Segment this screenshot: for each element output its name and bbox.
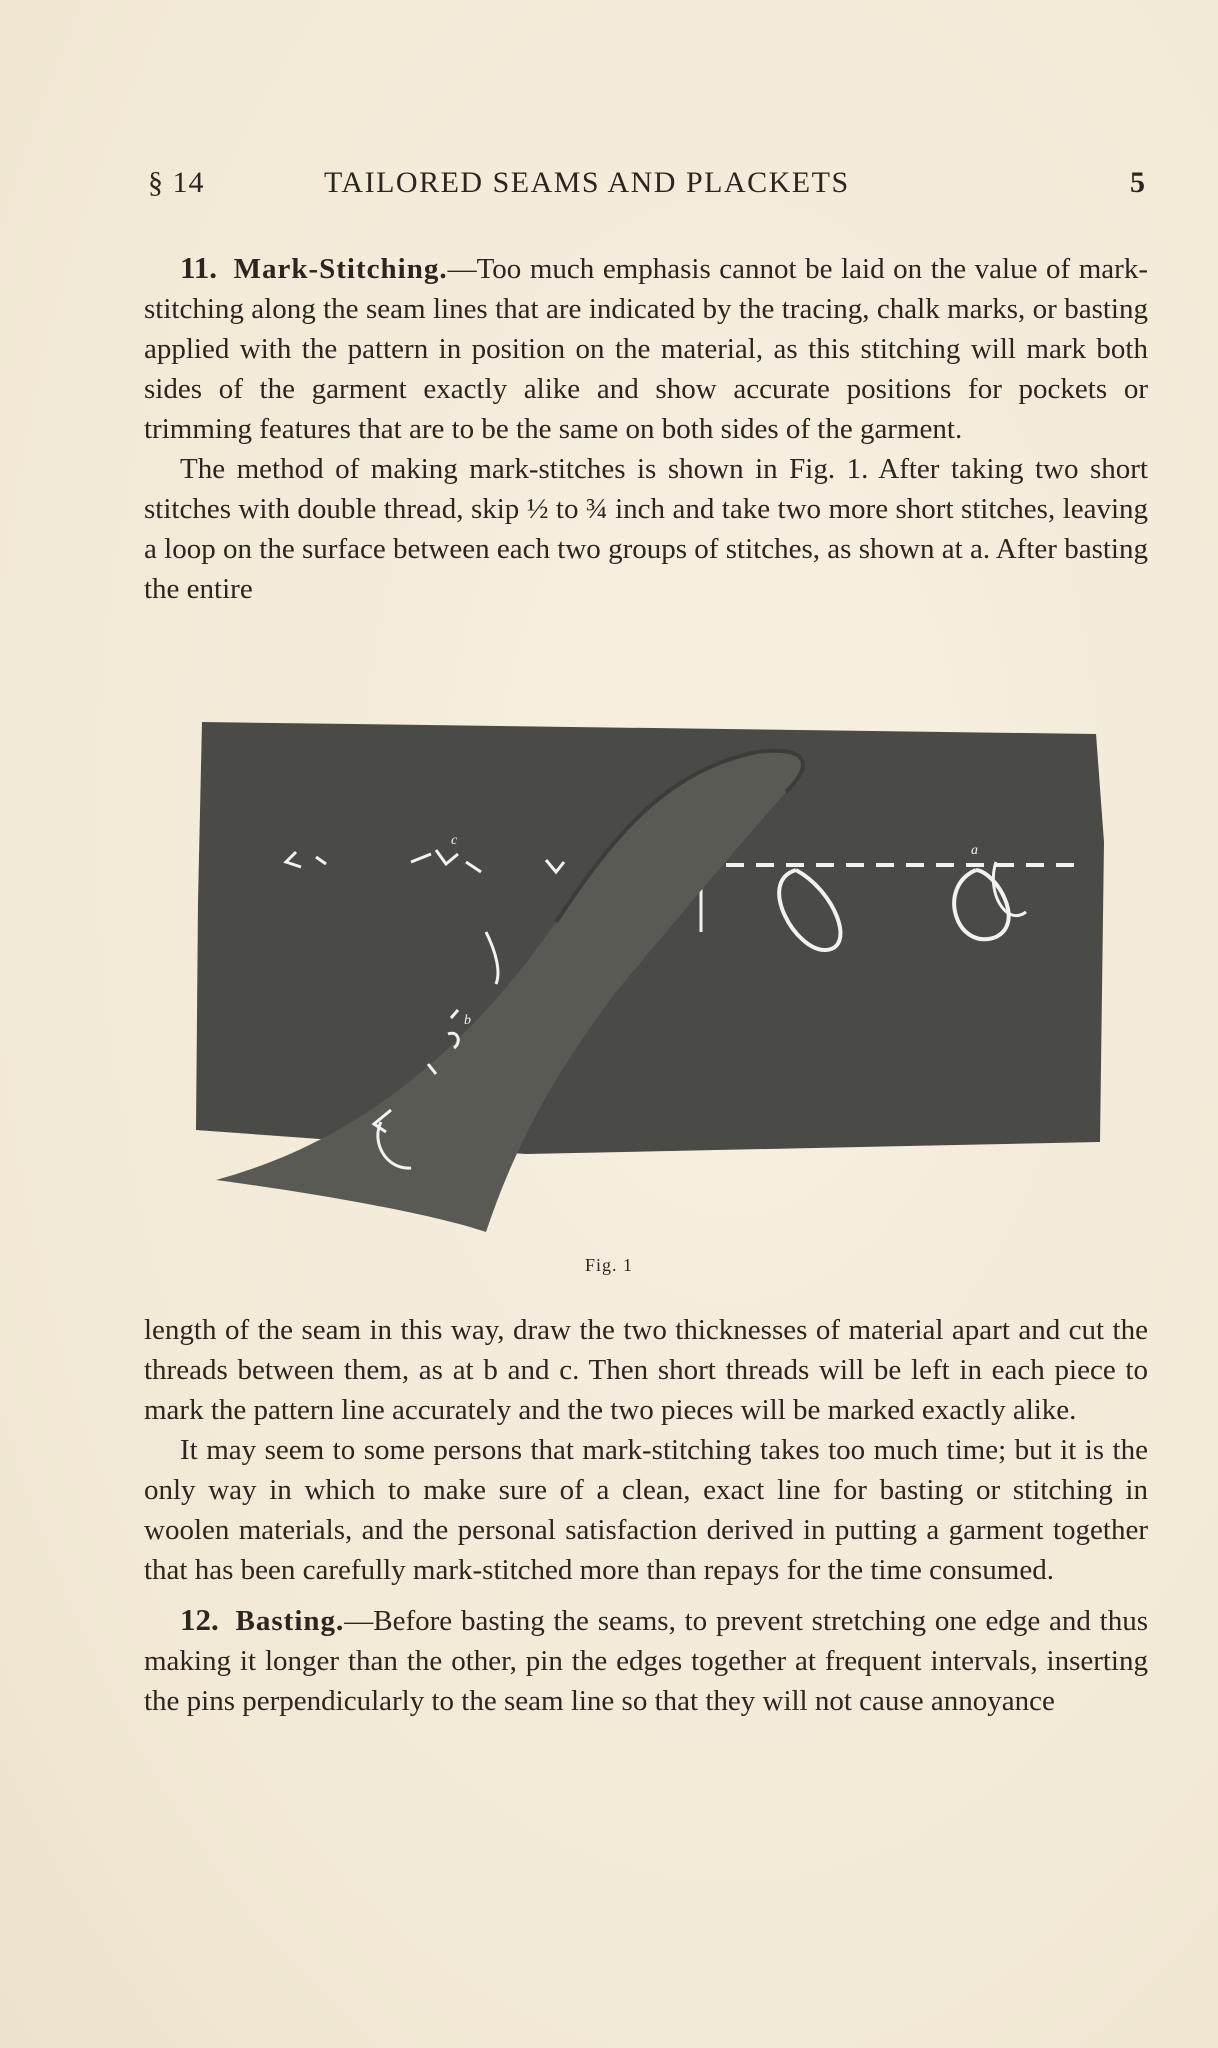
text-block-top bbox=[144, 248, 1148, 609]
section-mark: § 14 bbox=[148, 166, 205, 199]
paragraph-continuation: length of the seam in this way, draw the two thicknesses of material apart and cut the threads between them, as at b and c. Then short threads will be left in each piece to mark the pattern line accurately and the two pieces will be marked exactly alike. bbox=[144, 1314, 1148, 1426]
paragraph-basting bbox=[144, 1600, 1148, 1721]
paragraph-time: It may seem to some persons that mark-stitching takes too much time; but it is the only way in which to make sure of a clean, exact line for basting or stitching in woolen materials, and the personal satisfaction derived in putting a garment together that has been carefully mark-stitched more than repays for the time consumed. bbox=[144, 1434, 1148, 1586]
section-number: 11. bbox=[180, 250, 218, 285]
section-number: 12. bbox=[180, 1602, 219, 1637]
label-c: c bbox=[451, 833, 458, 848]
paragraph-text: —Too much emphasis cannot be laid on the value of mark-stitching along the seam lines that are indicated by the tracing, chalk marks, or basting applied with the pattern in position on the material, as this stitching will mark both sides of the garment exactly alike and show accurate positions for pockets or trimming features that are to be the same on both sides of the garment. bbox=[144, 253, 1148, 445]
section-heading: Mark-Stitching. bbox=[233, 253, 448, 285]
running-title: TAILORED SEAMS AND PLACKETS bbox=[324, 166, 850, 199]
label-a: a bbox=[971, 843, 978, 858]
paragraph-method: The method of making mark-stitches is shown in Fig. 1. After taking two short stitches with double thread, skip ½ to ¾ inch and take two more short stitches, leaving a loop on the surface between each two groups of stitches, as shown at a. After basting the entire bbox=[144, 453, 1148, 605]
paragraph-mark-stitching-intro bbox=[144, 248, 1148, 449]
section-heading: Basting. bbox=[235, 1605, 345, 1637]
paragraph-text: —Before basting the seams, to prevent stretching one edge and thus making it longer than the other, pin the edges together at frequent intervals, inserting the pins perpendicularly to the seam line so that they will not cause annoyance bbox=[144, 1605, 1148, 1717]
page-number: 5 bbox=[1130, 166, 1146, 199]
figure-1-photo bbox=[196, 722, 1106, 1252]
text-block-bottom bbox=[144, 1310, 1148, 1721]
label-b: b bbox=[464, 1013, 471, 1028]
figure-caption: Fig. 1 bbox=[584, 1255, 633, 1275]
